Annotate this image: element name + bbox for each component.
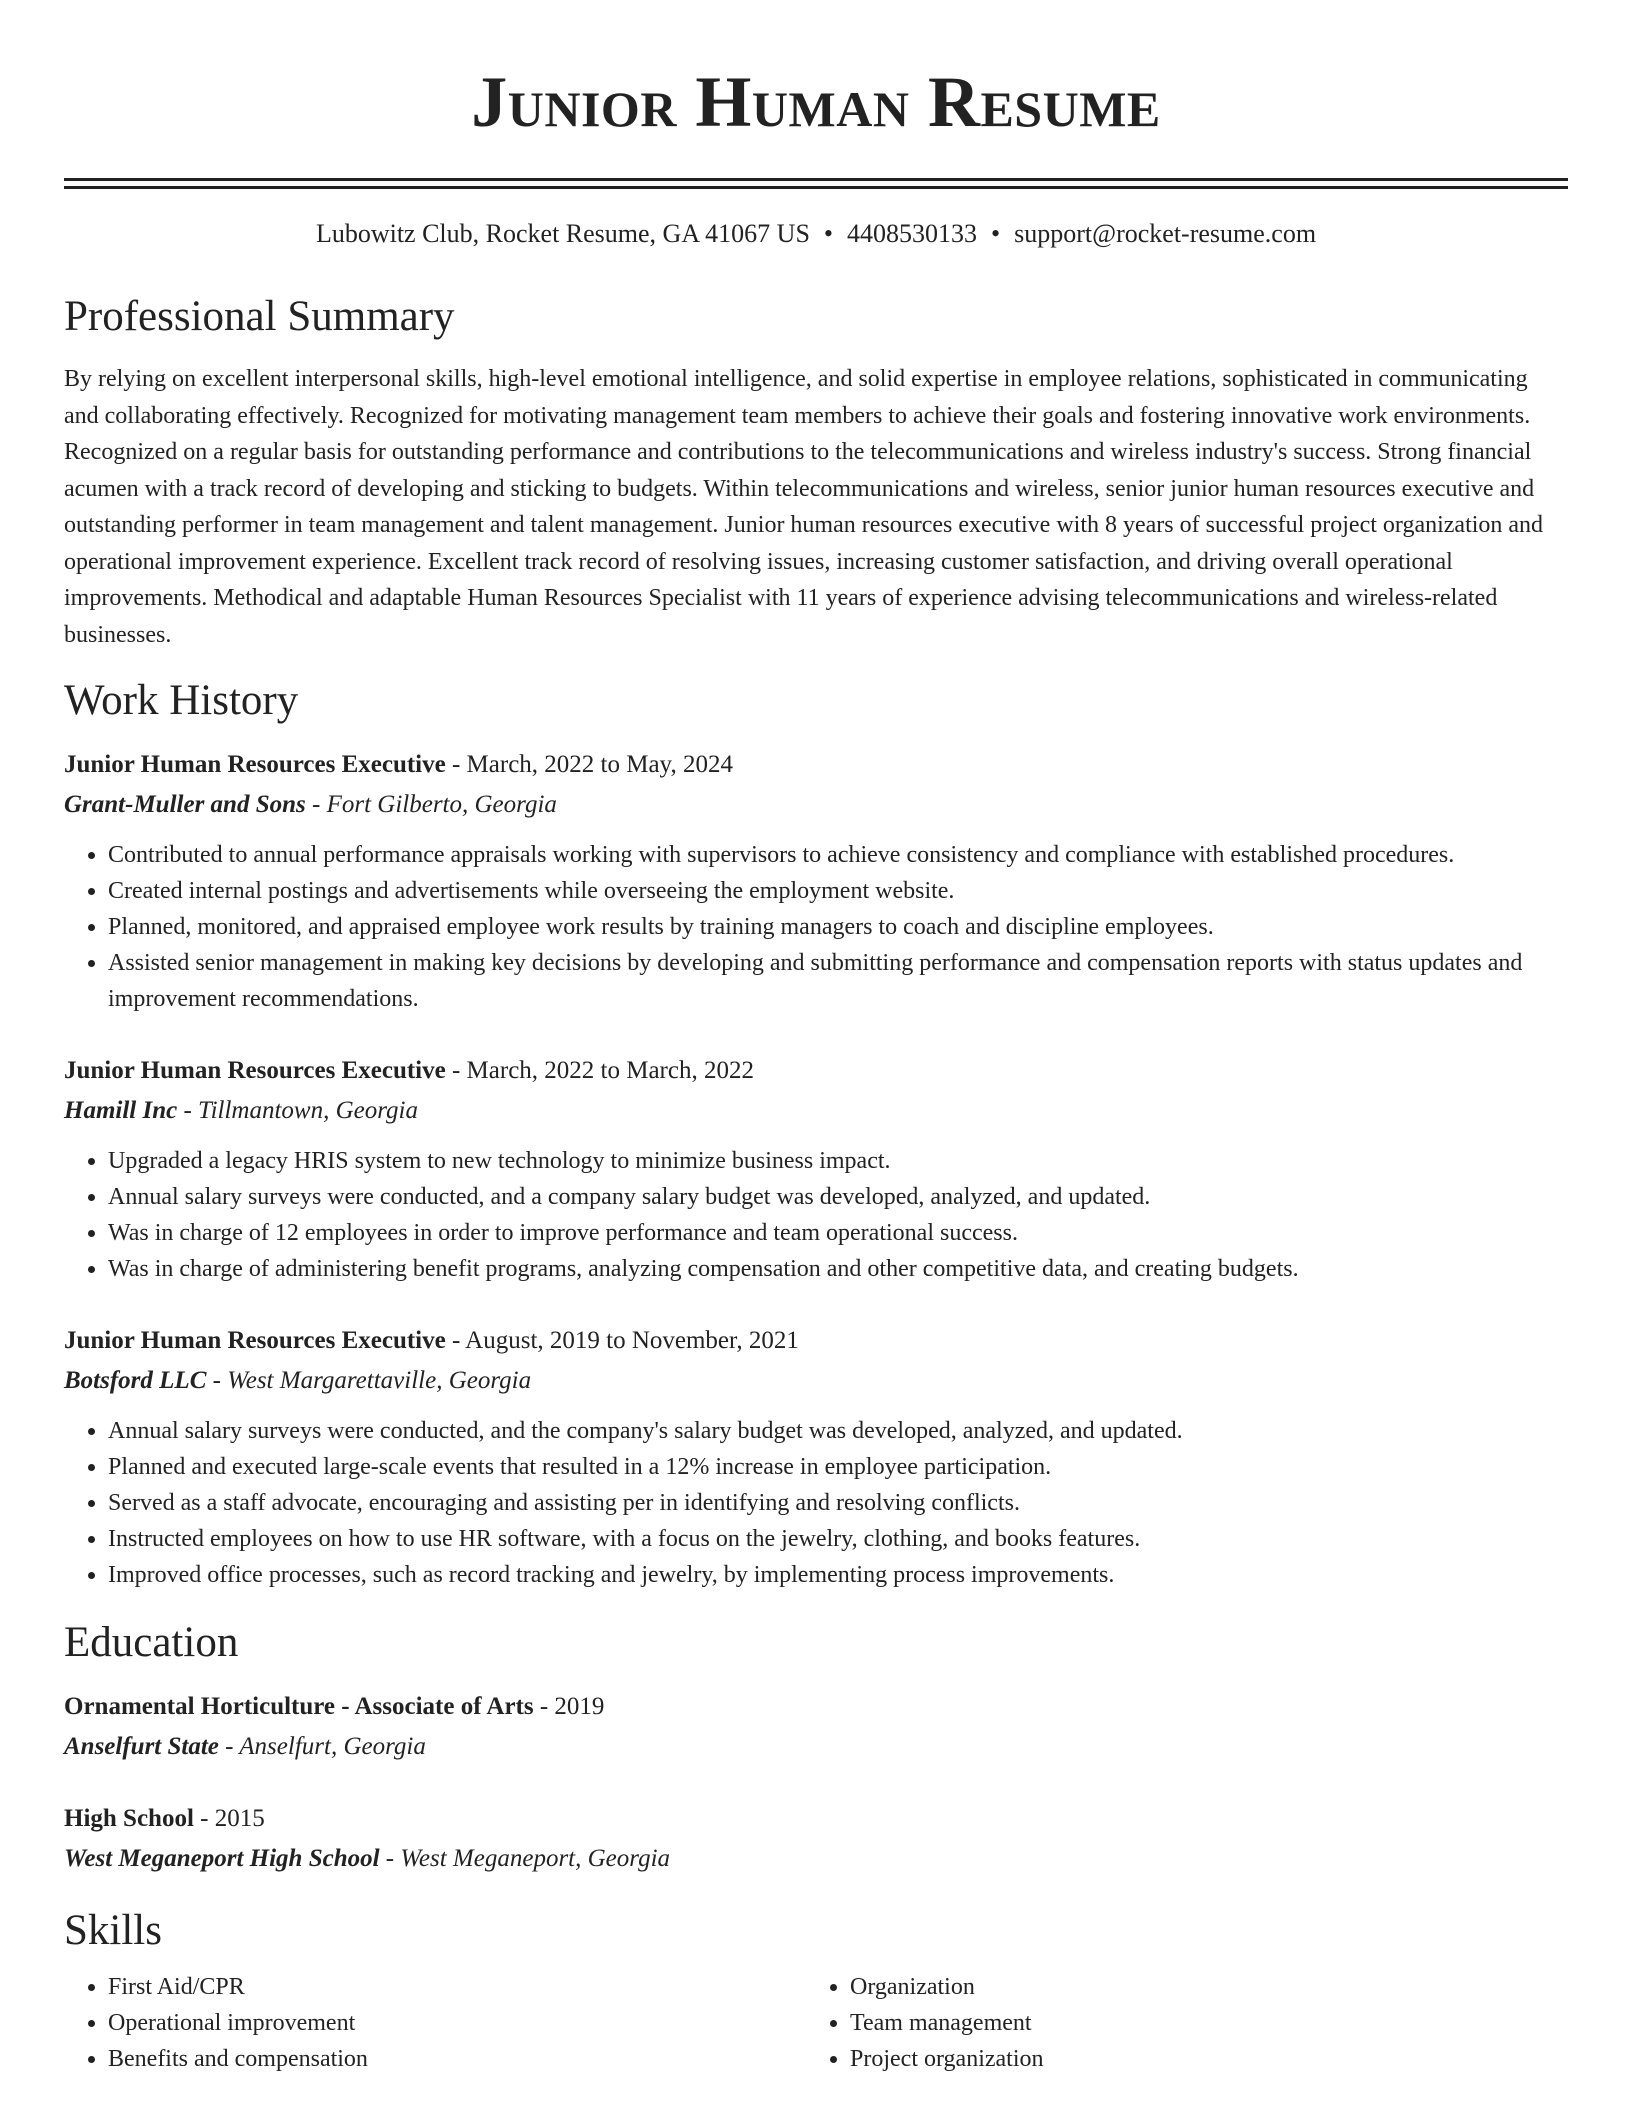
- employer-line: [64, 785, 1568, 825]
- contact-email: support@rocket-resume.com: [1014, 219, 1317, 248]
- contact-separator: •: [823, 219, 834, 248]
- professional-summary-section: [64, 291, 1568, 653]
- employer-line: [64, 1361, 1568, 1401]
- education-entry: [64, 1799, 1568, 1879]
- skill-item: • Team management: [850, 2005, 1548, 2041]
- section-heading: Education: [64, 1619, 239, 1666]
- graduation-year: - 2015: [193, 1805, 265, 1832]
- list-item: • Instructed employees on how to use HR software, with a focus on the jewelry, clothing, and books features.: [108, 1521, 1568, 1557]
- section-heading: Skills: [64, 1907, 162, 1954]
- school-location: - West Meganeport, Georgia: [379, 1845, 671, 1872]
- job-entry: [64, 1321, 1568, 1593]
- job-title-line: [64, 745, 1568, 785]
- list-item: • Upgraded a legacy HRIS system to new technology to minimize business impact.: [108, 1143, 1568, 1179]
- title-divider-top: [64, 178, 1568, 181]
- section-heading: Work History: [64, 677, 299, 724]
- job-bullets: [64, 1143, 1568, 1287]
- employer-location: - Tillmantown, Georgia: [177, 1097, 418, 1124]
- job-title: Junior Human Resources Executive: [64, 1327, 446, 1354]
- list-item: • Annual salary surveys were conducted, and a company salary budget was developed, analyzed, and updated.: [108, 1179, 1568, 1215]
- job-dates: - March, 2022 to March, 2022: [445, 1057, 754, 1084]
- job-dates: - March, 2022 to May, 2024: [445, 751, 733, 778]
- school-name: Anselfurt State: [64, 1733, 219, 1760]
- employer-name: Botsford LLC: [64, 1367, 207, 1394]
- job-title-line: [64, 1321, 1568, 1361]
- degree-line: [64, 1687, 1568, 1727]
- list-item: • Contributed to annual performance appraisals working with supervisors to achieve consistency and compliance with established procedures.: [108, 837, 1568, 873]
- skills-list-left: [64, 1969, 806, 2077]
- list-item: • Created internal postings and advertisements while overseeing the employment website.: [108, 873, 1568, 909]
- list-item: • Improved office processes, such as record tracking and jewelry, by implementing process improvements.: [108, 1557, 1568, 1593]
- employer-line: [64, 1091, 1568, 1131]
- job-entry: [64, 745, 1568, 1017]
- degree-name: Ornamental Horticulture - Associate of Arts: [64, 1693, 534, 1720]
- employer-name: Grant-Muller and Sons: [64, 791, 306, 818]
- skills-list-right: [806, 1969, 1548, 2077]
- school-name: West Meganeport High School: [64, 1845, 380, 1872]
- school-line: [64, 1839, 1568, 1879]
- degree-name: High School: [64, 1805, 194, 1832]
- degree-line: [64, 1799, 1568, 1839]
- school-location: - Anselfurt, Georgia: [218, 1733, 426, 1760]
- list-item: • Served as a staff advocate, encouraging and assisting per in identifying and resolving conflicts.: [108, 1485, 1568, 1521]
- employer-location: - West Margarettaville, Georgia: [206, 1367, 532, 1394]
- skill-item: • Benefits and compensation: [108, 2041, 806, 2077]
- resume-title: Junior Human Resume: [471, 62, 1161, 142]
- job-entry: [64, 1051, 1568, 1287]
- summary-text: By relying on excellent interpersonal skills, high-level emotional intelligence, and solid expertise in employee relations, sophisticated in communicating and collaborating effectively. Recognized for motivating management team members to achieve their goals and fostering innovative work environments. Recognized on a regular basis for outstanding performance and contributions to the telecommunications and wireless industry's success. Strong financial acumen with a track record of developing and sticking to budgets. Within telecommunications and wireless, senior junior human resources executive and outstanding performer in team management and talent management. Junior human resources executive with 8 years of successful project organization and operational improvement experience. Excellent track record of resolving issues, increasing customer satisfaction, and driving overall operational improvements. Methodical and adaptable Human Resources Specialist with 11 years of experience advising telecommunications and wireless-related businesses.: [64, 366, 1544, 648]
- skills-columns: [64, 1969, 1568, 2077]
- job-bullets: [64, 837, 1568, 1017]
- skill-item: • First Aid/CPR: [108, 1969, 806, 2005]
- employer-name: Hamill Inc: [64, 1097, 178, 1124]
- graduation-year: - 2019: [533, 1693, 605, 1720]
- education-entry: [64, 1687, 1568, 1767]
- school-line: [64, 1727, 1568, 1767]
- title-divider-bottom: [64, 186, 1568, 189]
- list-item: • Was in charge of administering benefit programs, analyzing compensation and other competitive data, and creating budgets.: [108, 1251, 1568, 1287]
- contact-phone: 4408530133: [847, 219, 978, 248]
- job-dates: - August, 2019 to November, 2021: [445, 1327, 799, 1354]
- skill-item: • Operational improvement: [108, 2005, 806, 2041]
- work-history-section: [64, 675, 1568, 1593]
- list-item: • Planned, monitored, and appraised employee work results by training managers to coach and discipline employees.: [108, 909, 1568, 945]
- job-bullets: [64, 1413, 1568, 1593]
- list-item: • Assisted senior management in making key decisions by developing and submitting performance and compensation reports with status updates and improvement recommendations.: [108, 945, 1568, 1017]
- list-item: • Annual salary surveys were conducted, and the company's salary budget was developed, analyzed, and updated.: [108, 1413, 1568, 1449]
- job-title-line: [64, 1051, 1568, 1091]
- skills-section: [64, 1905, 1568, 2077]
- contact-address: Lubowitz Club, Rocket Resume, GA 41067 US: [315, 219, 810, 248]
- skill-item: • Organization: [850, 1969, 1548, 2005]
- skill-item: • Project organization: [850, 2041, 1548, 2077]
- contact-separator: •: [991, 219, 1001, 248]
- job-title: Junior Human Resources Executive: [64, 1057, 446, 1084]
- education-section: [64, 1617, 1568, 1879]
- contact-line: [64, 217, 1568, 251]
- section-heading: Professional Summary: [64, 293, 455, 340]
- list-item: • Was in charge of 12 employees in order to improve performance and team operational success.: [108, 1215, 1568, 1251]
- employer-location: - Fort Gilberto, Georgia: [305, 791, 557, 818]
- job-title: Junior Human Resources Executive: [64, 751, 446, 778]
- list-item: • Planned and executed large-scale events that resulted in a 12% increase in employee participation.: [108, 1449, 1568, 1485]
